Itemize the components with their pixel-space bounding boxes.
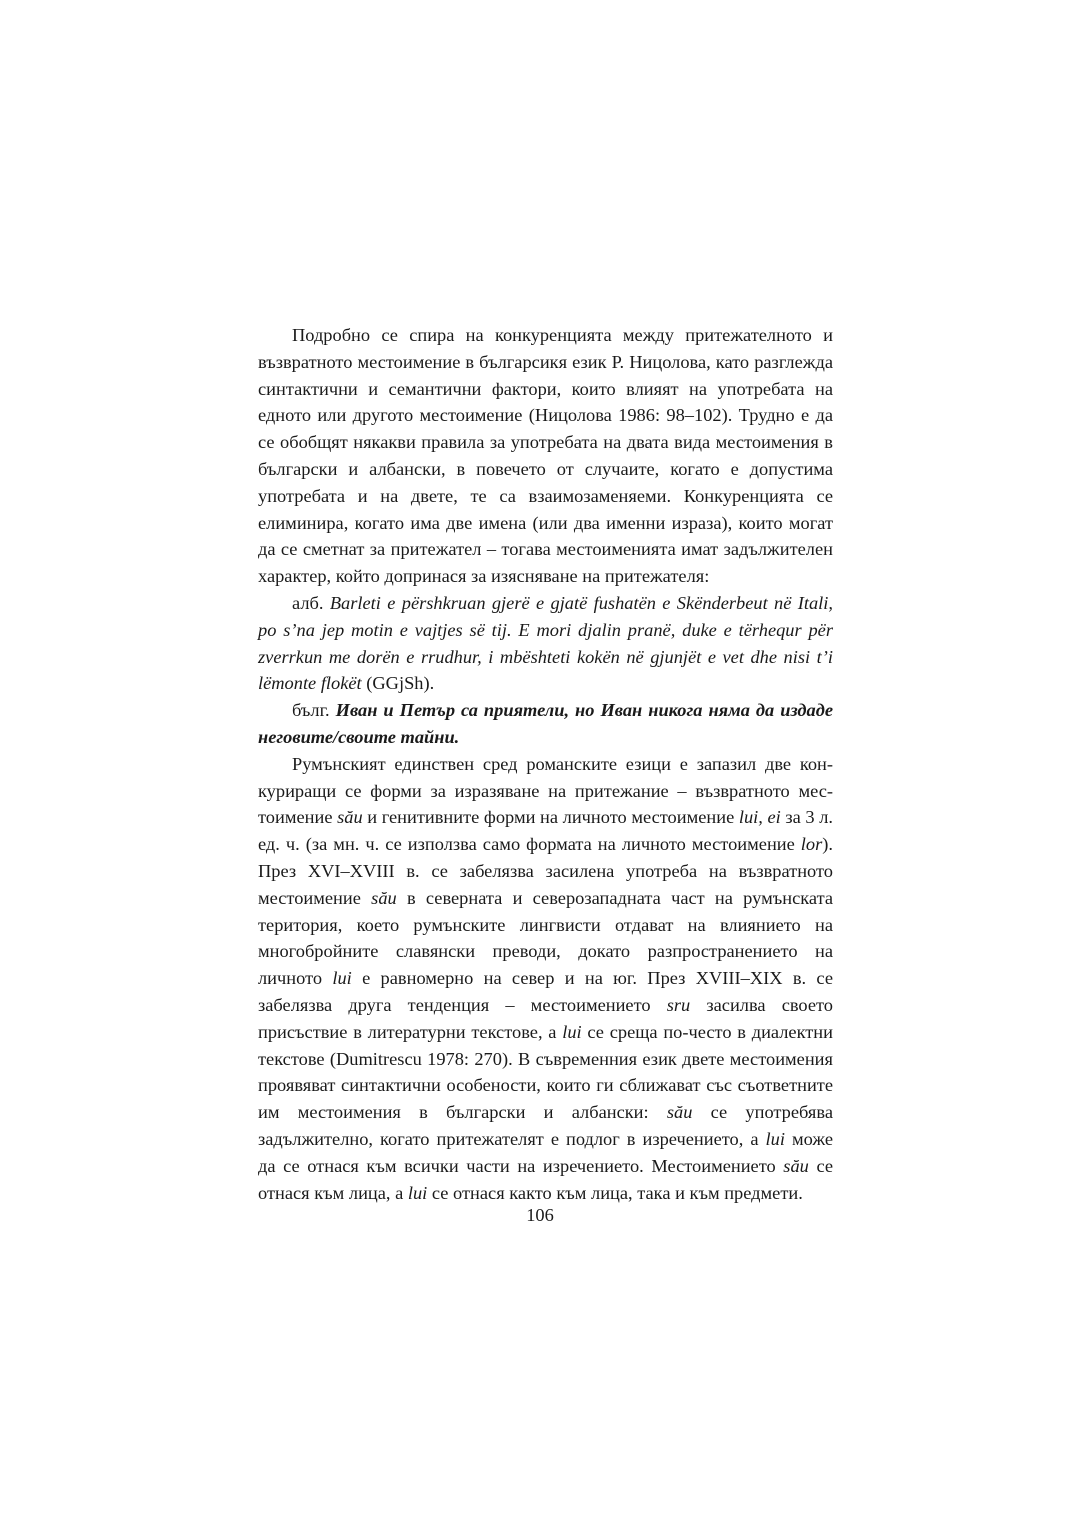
term-lui: lui <box>562 1021 582 1042</box>
term-lui-ei: lui, ei <box>738 807 781 828</box>
example-bulgarian-text: Иван и Петър са приятели, но Иван никога няма да издаде неговите/своите тайни. <box>258 700 833 747</box>
example-albanian <box>258 590 833 697</box>
term-sru: sru <box>666 994 691 1015</box>
example-bulgarian <box>258 697 833 751</box>
paragraph-2-text: Румънският единствен сред романските езици е запазил две конкуриращи се форми за изразяване на притежание – възвратното местоимение <box>258 753 833 828</box>
paragraph-1: Подробно се спира на конкуренцията между притежателното и възвратното местоимение в българсикя език Р. Ницолова, като разглежда синтактични и семантични фактори, които влияят на употребата на едното или другото местоимение (Ницолова 1986: 98–102). Трудно е да се обобщят някакви правила за употребата на двата вида местоимения в български и албански, в повечето от случаите, когато е допустима употребата и на двете, те са взаимозаменяеми. Конкуренцията се елиминира, когато има две имена (или два именни израза), които могат да се сметнат за притежател – тогава местоименията имат задължителен характер, който допринася за изясняване на притежателя: <box>258 325 833 587</box>
term-sau: său <box>371 887 397 908</box>
term-lor: lor <box>800 834 823 855</box>
paragraph-2-text: се среща по-често в диалектни текстове (Dumitrescu 1978: 270). В съвременния език двете местоимения проявяват синтактични особености, които ги сближават със съответните им местоимения в български и албански: <box>258 1021 833 1123</box>
paragraph-2-text: се отнася към лица, а <box>258 1155 833 1203</box>
term-lui: lui <box>765 1128 785 1149</box>
term-lui: lui <box>407 1182 428 1203</box>
paragraph-2-text: за 3 л. ед. ч. (за мн. ч. се използва само формата на личното местоимение <box>258 807 833 855</box>
example-albanian-source: (GGjSh). <box>361 673 435 694</box>
paragraph-2-text: в северната и северозападната част на румънската територия, което румънските лингвисти отдават на влиянието на многобройните славянски преводи, докато разпространението на личното <box>258 887 834 989</box>
example-bulgarian-prefix: бълг. <box>292 700 336 721</box>
paragraph-2-text: и генитивните форми на личното местоимение <box>362 807 739 828</box>
paragraph-2-text: засилва своето присъствие в литературни текстове, а <box>258 994 834 1042</box>
paragraph-2-text: е равномерно на север и на юг. През XVIII–XIX в. се забелязва друга тенденция – местоимението <box>258 968 833 1015</box>
paragraph-2-text: може да се отнася към всички части на изречението. Местоимението <box>258 1128 833 1176</box>
paragraph-2-text: се отнася както към лица, така и към предмети. <box>427 1182 803 1203</box>
term-sau: său <box>337 807 363 828</box>
paragraph-2-text: ). През XVI–XVIII в. се забелязва засилена употреба на възвратното местоимение <box>258 834 833 908</box>
paragraph-2 <box>258 751 833 1207</box>
example-albanian-prefix: алб. <box>292 592 330 613</box>
term-lui: lui <box>332 968 352 989</box>
example-albanian-text: Barleti e përshkruan gjerë e gjatë fushatën e Skënderbeut në Itali, po s’na jep motin e vajtjes së tij. E mori djalin pranë, duke e tërhequr për zverrkun me dorën e rrudhur, i mbështeti kokën në gjunjët e vet dhe nisi t’i lëmonte flokët <box>258 592 833 694</box>
body-text <box>258 322 833 1206</box>
paragraph-2-text: се употребява задължително, когато притежателят е подлог в изречението, а <box>258 1102 833 1149</box>
term-sau: său <box>783 1155 809 1176</box>
page-number: 106 <box>526 1205 554 1225</box>
term-sau: său <box>666 1102 693 1123</box>
